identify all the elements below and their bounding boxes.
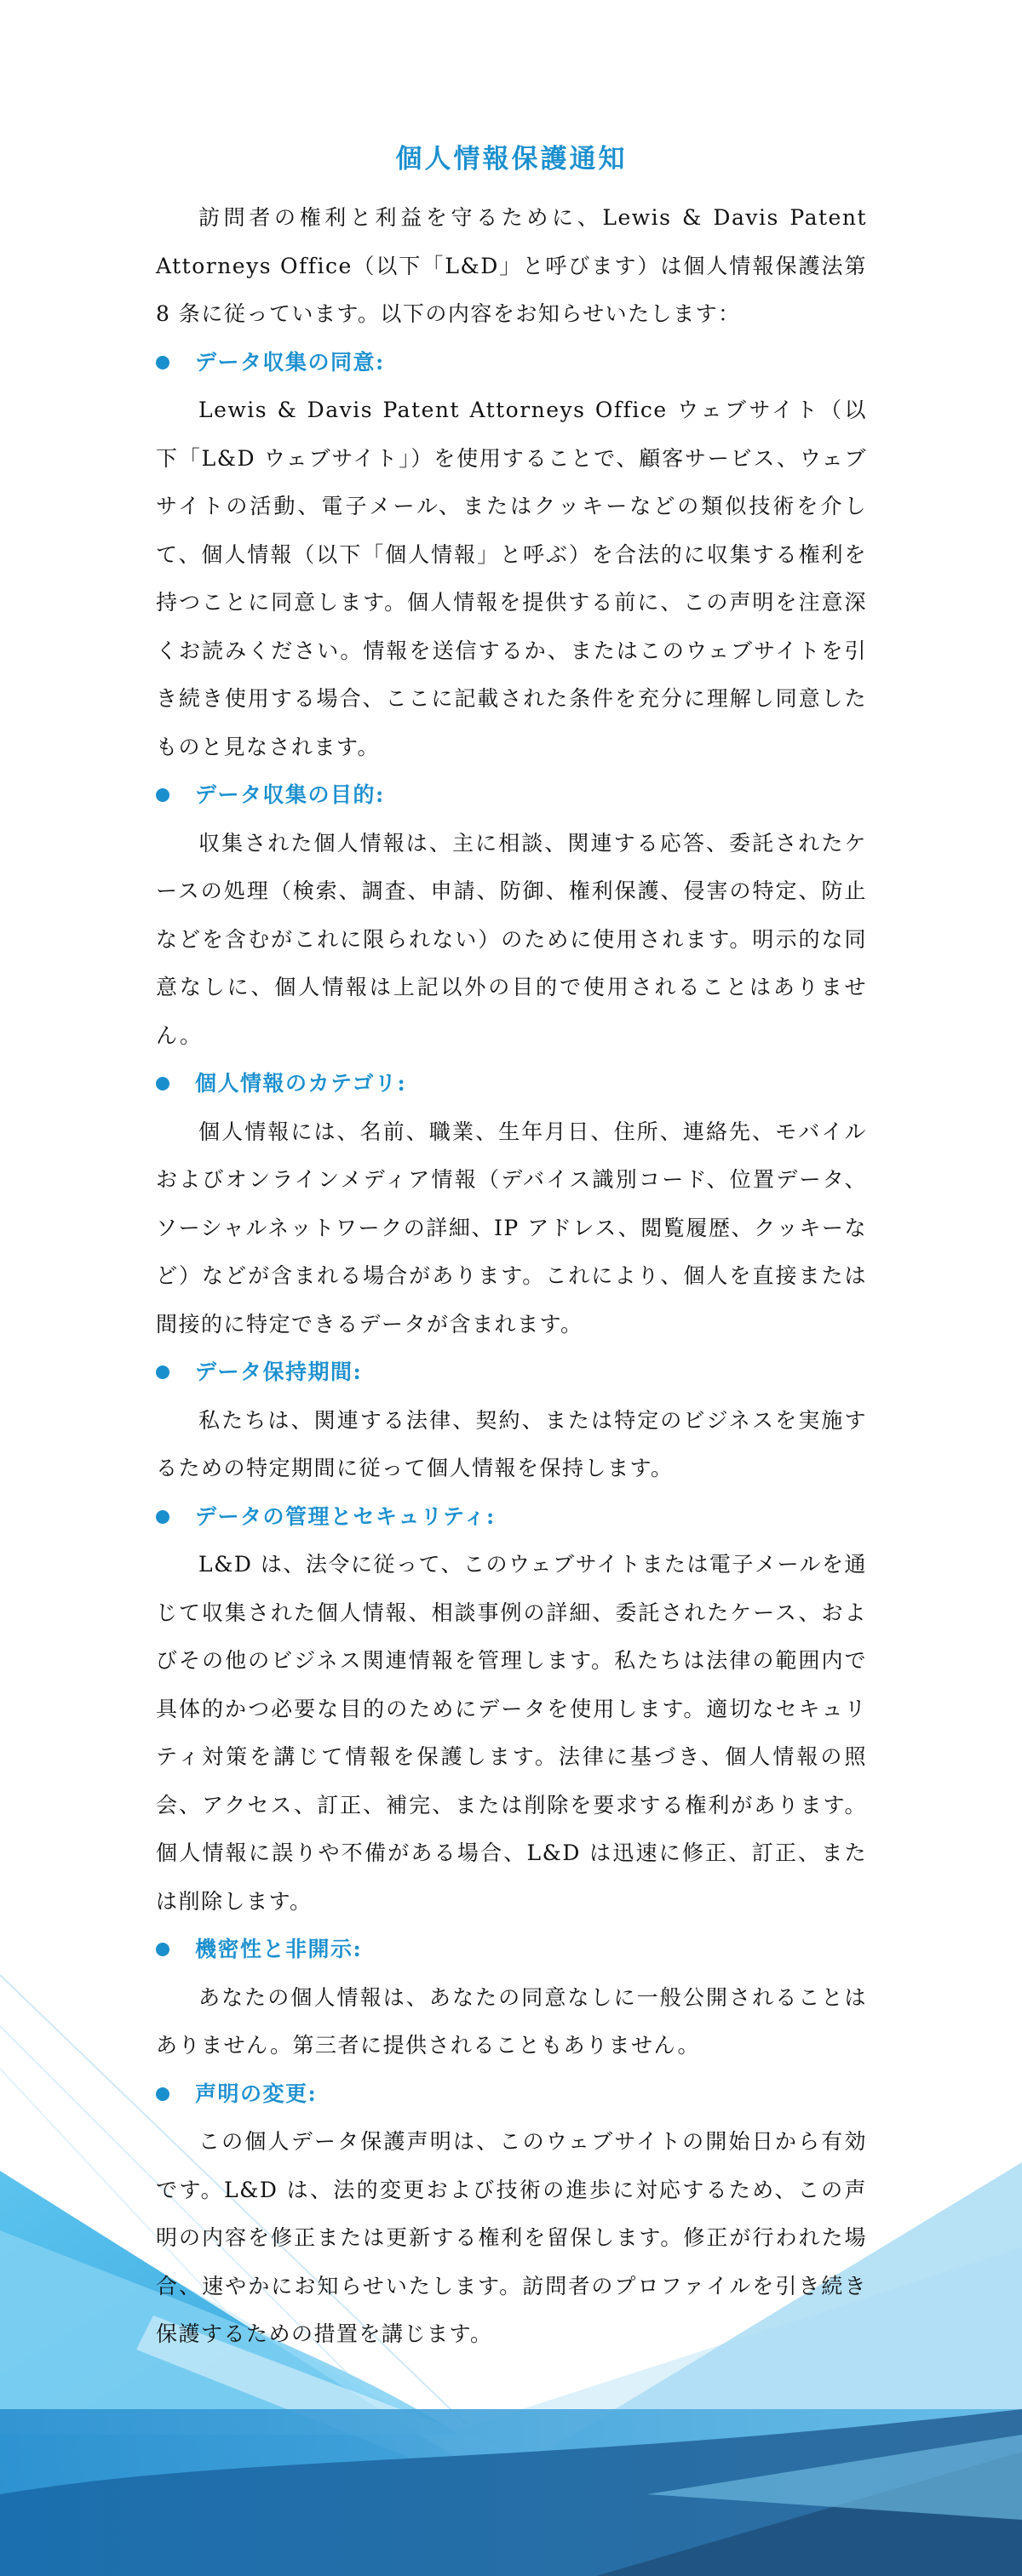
intro-paragraph: 訪問者の権利と利益を守るために、Lewis & Davis Patent Attorneys Office（以下「L&D」と呼びます）は個人情報保護法第 8 条に従っています。以下の内容をお知らせいたします： xyxy=(156,205,867,326)
section-body-purpose: 収集された個人情報は、主に相談、関連する応答、委託されたケースの処理（検索、調査、申請、防御、権利保護、侵害の特定、防止などを含むがこれに限られない）のために使用されます。明示的な同意なしに、個人情報は上記以外の目的で使用されることはありません。 xyxy=(156,830,867,1048)
section-body-confidentiality: あなたの個人情報は、あなたの同意なしに一般公開されることはありません。第三者に提供されることもありません。 xyxy=(156,1984,867,2058)
section-heading-text: データ収集の同意: xyxy=(195,349,385,375)
section-body-retention: 私たちは、関連する法律、契約、または特定のビジネスを実施するための特定期間に従って個人情報を保持します。 xyxy=(156,1407,867,1480)
section-heading-purpose xyxy=(156,771,867,820)
section-body-consent: Lewis & Davis Patent Attorneys Office ウェブサイト（以下「L&D ウェブサイト」）を使用することで、顧客サービス、ウェブサイトの活動、電子メール、またはクッキーなどの類似技術を介して、個人情報（以下「個人情報」と呼ぶ）を合法的に収集する権利を持つことに同意します。個人情報を提供する前に、この声明を注意深くお読みください。情報を送信するか、またはこのウェブサイトを引き続き使用する場合、ここに記載された条件を充分に理解し同意したものと見なされます。 xyxy=(156,398,867,759)
section-heading-changes xyxy=(156,2070,867,2119)
section-heading-text: データ収集の目的: xyxy=(195,782,385,807)
bullet-dot-icon xyxy=(156,788,169,802)
section-heading-text: データ保持期間: xyxy=(195,1360,363,1384)
section-heading-text: 個人情報のカテゴリ: xyxy=(195,1071,407,1096)
section-body-security: L&D は、法令に従って、このウェブサイトまたは電子メールを通じて収集された個人情報、相談事例の詳細、委託されたケース、およびその他のビジネス関連情報を管理します。私たちは法律の範囲内で具体的かつ必要な目的のためにデータを使用します。適切なセキュリティ対策を講じて情報を保護します。法律に基づき、個人情報の照会、アクセス、訂正、補完、または削除を要求する権利があります。個人情報に誤りや不備がある場合、L&D は迅速に修正、訂正、または削除します。 xyxy=(156,1552,867,1914)
section-heading-text: 機密性と非開示: xyxy=(195,1937,363,1961)
section-heading-text: 声明の変更: xyxy=(195,2081,318,2106)
section-heading-confidentiality xyxy=(156,1926,867,1974)
bullet-dot-icon xyxy=(156,1365,169,1379)
section-body-changes: この個人データ保護声明は、このウェブサイトの開始日から有効です。L&D は、法的変更および技術の進歩に対応するため、この声明の内容を修正または更新する権利を留保します。修正が行われた場合、速やかにお知らせいたします。訪問者のプロファイルを引き続き保護するための措置を講じます。 xyxy=(156,2129,867,2346)
bullet-dot-icon xyxy=(156,1510,169,1524)
section-body-categories: 個人情報には、名前、職業、生年月日、住所、連絡先、モバイルおよびオンラインメディア情報（デバイス識別コード、位置データ、ソーシャルネットワークの詳細、IP アドレス、閲覧履歴、クッキーなど）などが含まれる場合があります。これにより、個人を直接または間接的に特定できるデータが含まれます。 xyxy=(156,1119,867,1337)
section-heading-security xyxy=(156,1493,867,1542)
page-title: 個人情報保護通知 xyxy=(395,144,628,175)
section-heading-text: データの管理とセキュリティ: xyxy=(195,1503,496,1529)
section-heading-consent xyxy=(156,339,867,387)
bullet-dot-icon xyxy=(156,1943,169,1956)
notice-content xyxy=(156,135,867,2359)
bullet-dot-icon xyxy=(156,2087,169,2101)
bullet-dot-icon xyxy=(156,1077,169,1091)
section-heading-categories xyxy=(156,1060,867,1108)
bullet-dot-icon xyxy=(156,356,169,369)
section-heading-retention xyxy=(156,1348,867,1397)
